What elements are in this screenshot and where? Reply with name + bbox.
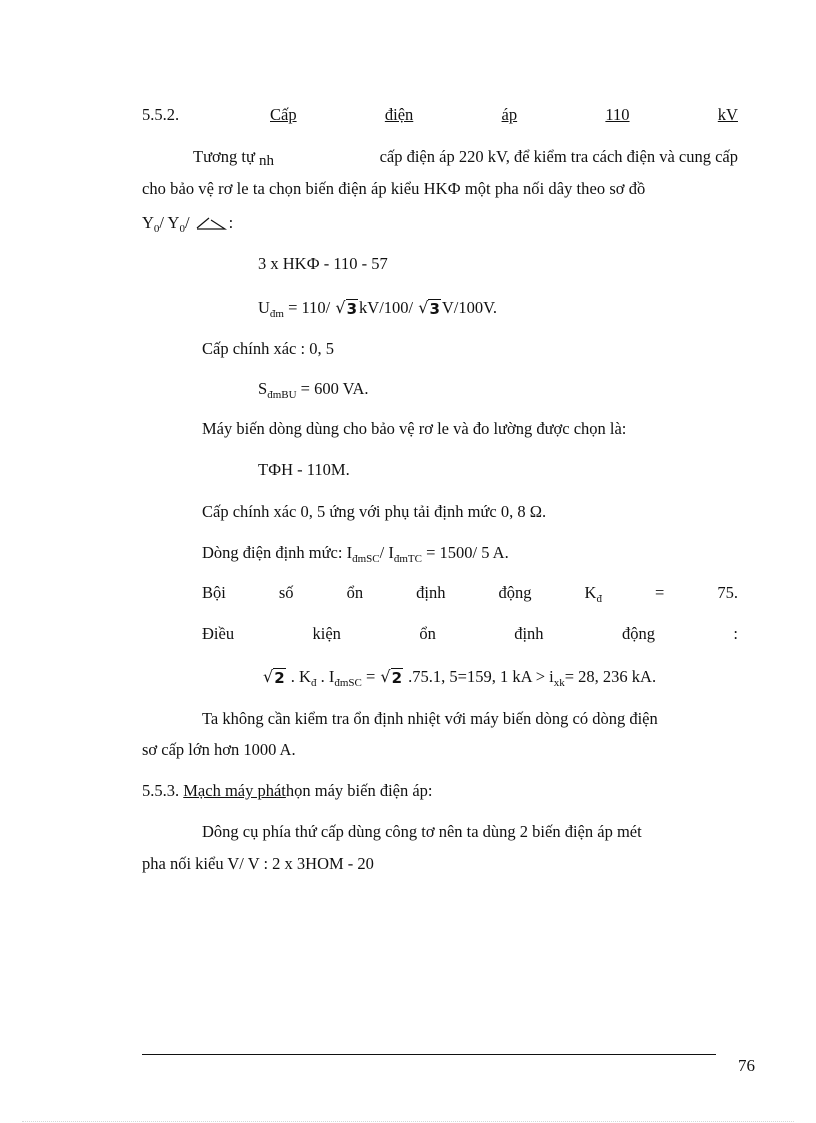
para1-line3: $Y_0/$ $Y_0/$ : <box>142 213 234 235</box>
para2-line2: sơ cấp lớn hơn 1000 A. <box>142 740 296 759</box>
formula-rated-voltage: $U_{đm} = 110/$ √ 3 kV/100/ √ 3 V/100V. <box>258 298 498 320</box>
open-delta-icon <box>195 216 229 230</box>
page-number: 76 <box>738 1056 755 1075</box>
sqrt2-icon: √ 2 <box>263 667 285 687</box>
ct-intro: Máy biến dòng dùng cho bảo vệ rơ le và đo lường được chọn là: <box>202 419 627 438</box>
sqrt3-icon: √ 3 <box>418 298 440 318</box>
ct-type: TФH - 110M. <box>258 460 350 479</box>
para1-line1: Tương tự nh cấp điện áp 220 kV, để kiểm tra cách điện và cung cấp <box>193 147 738 169</box>
sqrt2-icon: √ 2 <box>380 667 403 687</box>
para3-line1: Dông cụ phía thứ cấp dùng công tơ nên ta dùng 2 biến điện áp mét <box>202 822 642 841</box>
dynamic-condition-line: Điều kiện ổn định động : <box>202 624 738 643</box>
footer-rule <box>142 1054 716 1055</box>
section-title-552 <box>270 104 738 126</box>
accuracy-class: Cấp chính xác : 0, 5 <box>202 339 334 358</box>
heading-word: kV <box>717 105 738 124</box>
heading-word: điện <box>384 105 414 124</box>
section-number-552: 5.5.2. <box>142 105 180 124</box>
sqrt3-icon: √ 3 <box>335 298 358 318</box>
heading-word: Cấp <box>270 105 297 124</box>
para2-line1: Ta không cần kiểm tra ổn định nhiệt với máy biến dòng có dòng điện <box>202 709 658 728</box>
ct-accuracy: Cấp chính xác 0, 5 ứng với phụ tải định mức 0, 8 Ω. <box>202 502 547 521</box>
formula-bu-type: 3 x HKФ - 110 - 57 <box>258 254 388 273</box>
rated-current: Dòng điện định mức: $I_{đmSC}/$ $I_{đmTC} = 1500/$ 5 A. <box>202 543 509 565</box>
stray-text: nh <box>259 153 275 169</box>
formula-dynamic-check: √ 2 . $K_đ$ . $I_{đmSC}$ = √ 2 .75.1, 5=159, 1 kA > $i_{xk}= 28$, 236 kA. <box>263 667 657 689</box>
page-bottom-border <box>22 1121 794 1122</box>
para3-line2: pha nối kiểu V/ V : 2 x 3HOM - 20 <box>142 854 374 873</box>
section-heading-553: 5.5.3. Mạch máy pháthọn máy biến điện áp: <box>142 781 433 800</box>
heading-word: 110 <box>605 105 630 124</box>
para1-line2: cho bảo vệ rơ le ta chọn biến điện áp kiểu HKФ một pha nối dây theo sơ đồ <box>142 179 646 198</box>
dynamic-factor-line: Bội số ổn định động $K_đ$ = 75. <box>202 583 738 605</box>
heading-word: áp <box>501 105 518 124</box>
formula-rated-power: $S_{đmBU} = 600$ VA. <box>258 379 369 401</box>
